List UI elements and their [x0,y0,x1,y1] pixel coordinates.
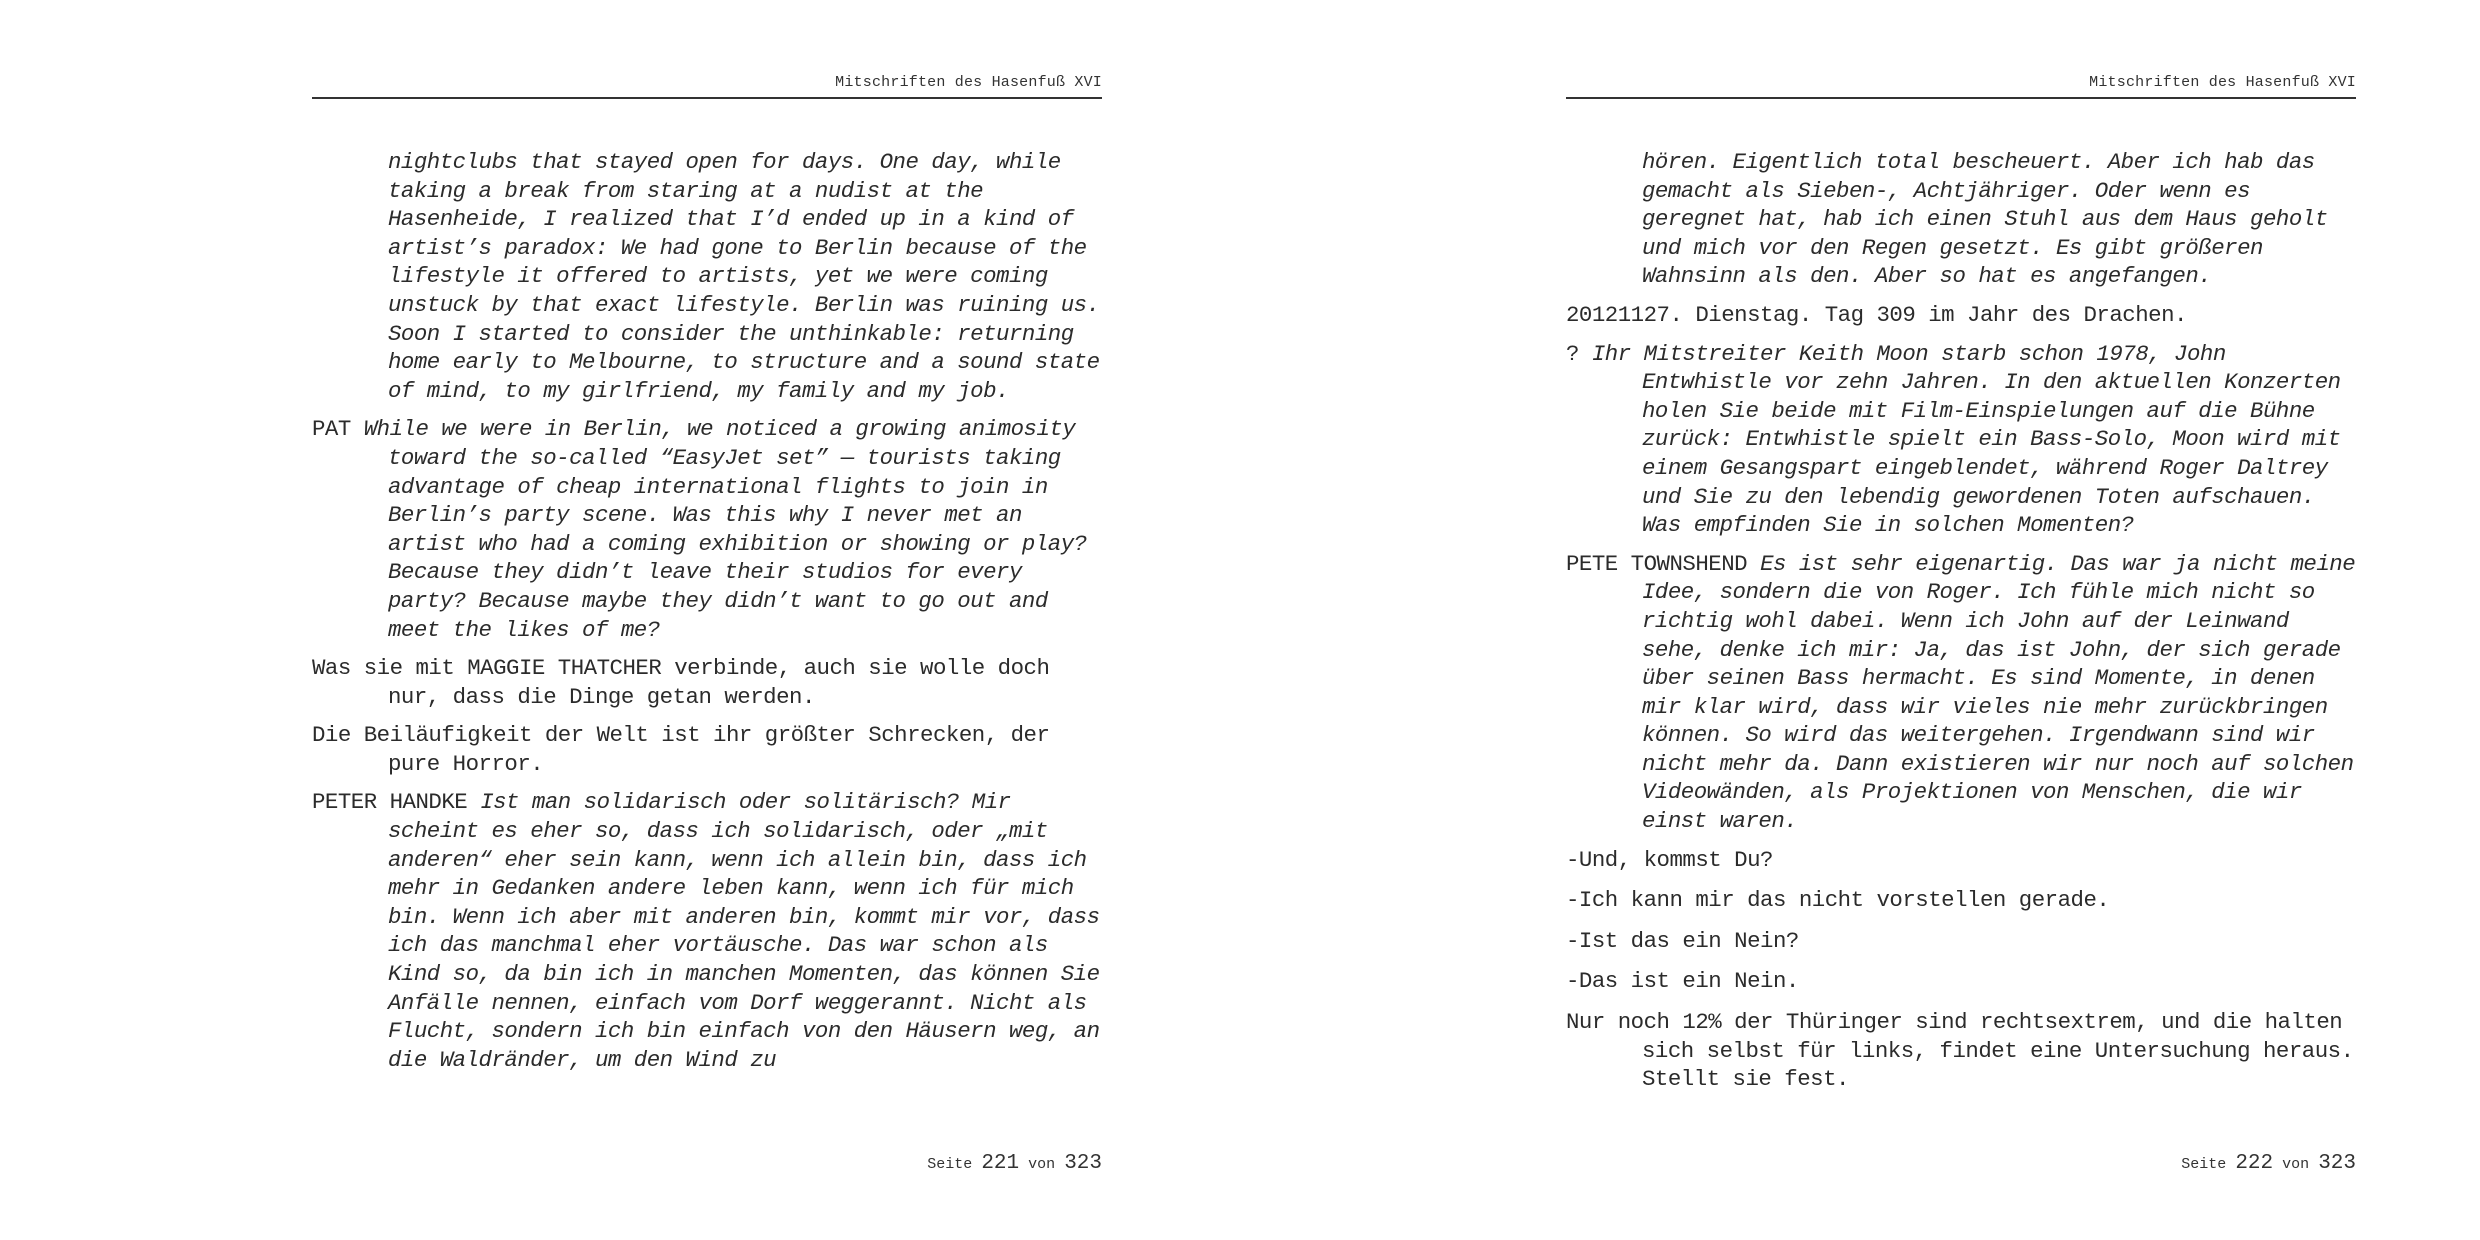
dialogue-line [1566,927,2356,956]
page-body [1566,148,2356,1104]
page-number: 222 [2235,1152,2274,1175]
header-rule [312,97,1102,99]
dialogue-paragraph [312,788,1102,1074]
page-number: 221 [981,1152,1020,1175]
speaker-name: PETER HANDKE [312,789,468,816]
page-footer [927,1152,1102,1175]
dialogue-paragraph [1566,550,2356,836]
dialogue-paragraph [312,415,1102,644]
right-page [1566,0,2356,1240]
dialogue-text: While we were in Berlin, we noticed a growing animosity toward the so-called “EasyJet set” — tourists taking advantage of cheap international flights to join in Berlin’s party scene. Was this why I never met an artist who had a coming exhibition or showing or play? Because they didn’t leave their studios for every party? Because maybe they didn’t want to go out and meet the likes of me? [363,416,1087,643]
dialogue-line [1566,967,2356,996]
page-footer [2181,1152,2356,1175]
date-line [1566,301,2356,330]
footer-seite-label: Seite [2181,1156,2227,1173]
date-text: 20121127. Dienstag. Tag 309 im Jahr des Drachen. [1566,301,2187,328]
dialogue-text: Ist man solidarisch oder solitärisch? Mir scheint es eher so, dass ich solidarisch, oder „mit anderen“ eher sein kann, wenn ich allein bin, dass ich mehr in Gedanken andere leben kann, wenn ich für mich bin. Wenn ich aber mit anderen bin, kommt mir vor, dass ich das manchmal eher vortäusche. Das war schon als Kind so, da bin ich in manchen Momenten, das können Sie Anfälle nennen, einfach vom Dorf weggerannt. Nicht als Flucht, sondern ich bin einfach von den Häusern weg, an die Waldränder, um den Wind zu [388,789,1100,1073]
speaker-name: PETE TOWNSHEND [1566,550,1748,577]
dialogue-line [1566,886,2356,915]
page-body [312,148,1102,1084]
total-pages: 323 [2318,1152,2356,1175]
dialogue-line-text: -Und, kommst Du? [1566,846,1773,873]
paragraph [312,654,1102,711]
dialogue-paragraph [1566,340,2356,540]
paragraph [1566,1008,2356,1094]
footer-seite-label: Seite [927,1156,973,1173]
paragraph-text: hören. Eigentlich total bescheuert. Aber ich hab das gemacht als Sieben-, Achtjähriger. Oder wenn es geregnet hat, hab ich einen Stuhl aus dem Haus geholt und mich vor den Regen gesetzt. Es gibt größeren Wahnsinn als den. Aber so hat es angefangen. [1642,149,2328,290]
dialogue-line-text: -Das ist ein Nein. [1566,968,1799,995]
dialogue-text: Es ist sehr eigenartig. Das war ja nicht meine Idee, sondern die von Roger. Ich fühle mich nicht so richtig wohl dabei. Wenn ich John auf der Leinwand sehe, denke ich mir: Ja, das ist John, der sich gerade über seinen Bass hermacht. Es sind Momente, in denen mir klar wird, dass wir vieles nie mehr zurückbringen können. So wird das weitergehen. Irgendwann sind wir nicht mehr da. Dann existieren wir nur noch auf solchen Videowänden, als Projektionen von Menschen, die wir einst waren. [1642,550,2356,835]
dialogue-line-text: -Ich kann mir das nicht vorstellen gerade. [1566,887,2110,914]
speaker-name: PAT [312,416,351,443]
running-header: Mitschriften des Hasenfuß XVI [835,74,1102,91]
speaker-name: ? [1566,340,1579,367]
header-rule [1566,97,2356,99]
left-page [312,0,1102,1240]
paragraph-continuation [312,148,1102,405]
dialogue-line [1566,846,2356,875]
paragraph-text: Die Beiläufigkeit der Welt ist ihr größter Schrecken, der pure Horror. [312,722,1050,777]
footer-von-label: von [2282,1156,2310,1173]
dialogue-line-text: -Ist das ein Nein? [1566,927,1799,954]
paragraph-continuation [1566,148,2356,291]
paragraph [312,721,1102,778]
dialogue-text: Ihr Mitstreiter Keith Moon starb schon 1978, John Entwhistle vor zehn Jahren. In den aktuellen Konzerten holen Sie beide mit Film-Einspielungen auf die Bühne zurück: Entwhistle spielt ein Bass-Solo, Moon wird mit einem Gesangspart eingeblendet, während Roger Daltrey und Sie zu den lebendig gewordenen Toten aufschauen. Was empfinden Sie in solchen Momenten? [1591,340,2341,539]
paragraph-text: nightclubs that stayed open for days. One day, while taking a break from staring at a nudist at the Hasenheide, I realized that I’d ended up in a kind of artist’s paradox: We had gone to Berlin because of the lifestyle it offered to artists, yet we were coming unstuck by that exact lifestyle. Berlin was ruining us. Soon I started to consider the unthinkable: returning home early to Melbourne, to structure and a sound state of mind, to my girlfriend, my family and my job. [388,149,1100,404]
paragraph-text: Was sie mit MAGGIE THATCHER verbinde, auch sie wolle doch nur, dass die Dinge getan werden. [312,655,1050,710]
total-pages: 323 [1064,1152,1102,1175]
footer-von-label: von [1028,1156,1056,1173]
paragraph-text: Nur noch 12% der Thüringer sind rechtsextrem, und die halten sich selbst für links, findet eine Untersuchung heraus. Stellt sie fest. [1566,1009,2354,1093]
running-header: Mitschriften des Hasenfuß XVI [2089,74,2356,91]
